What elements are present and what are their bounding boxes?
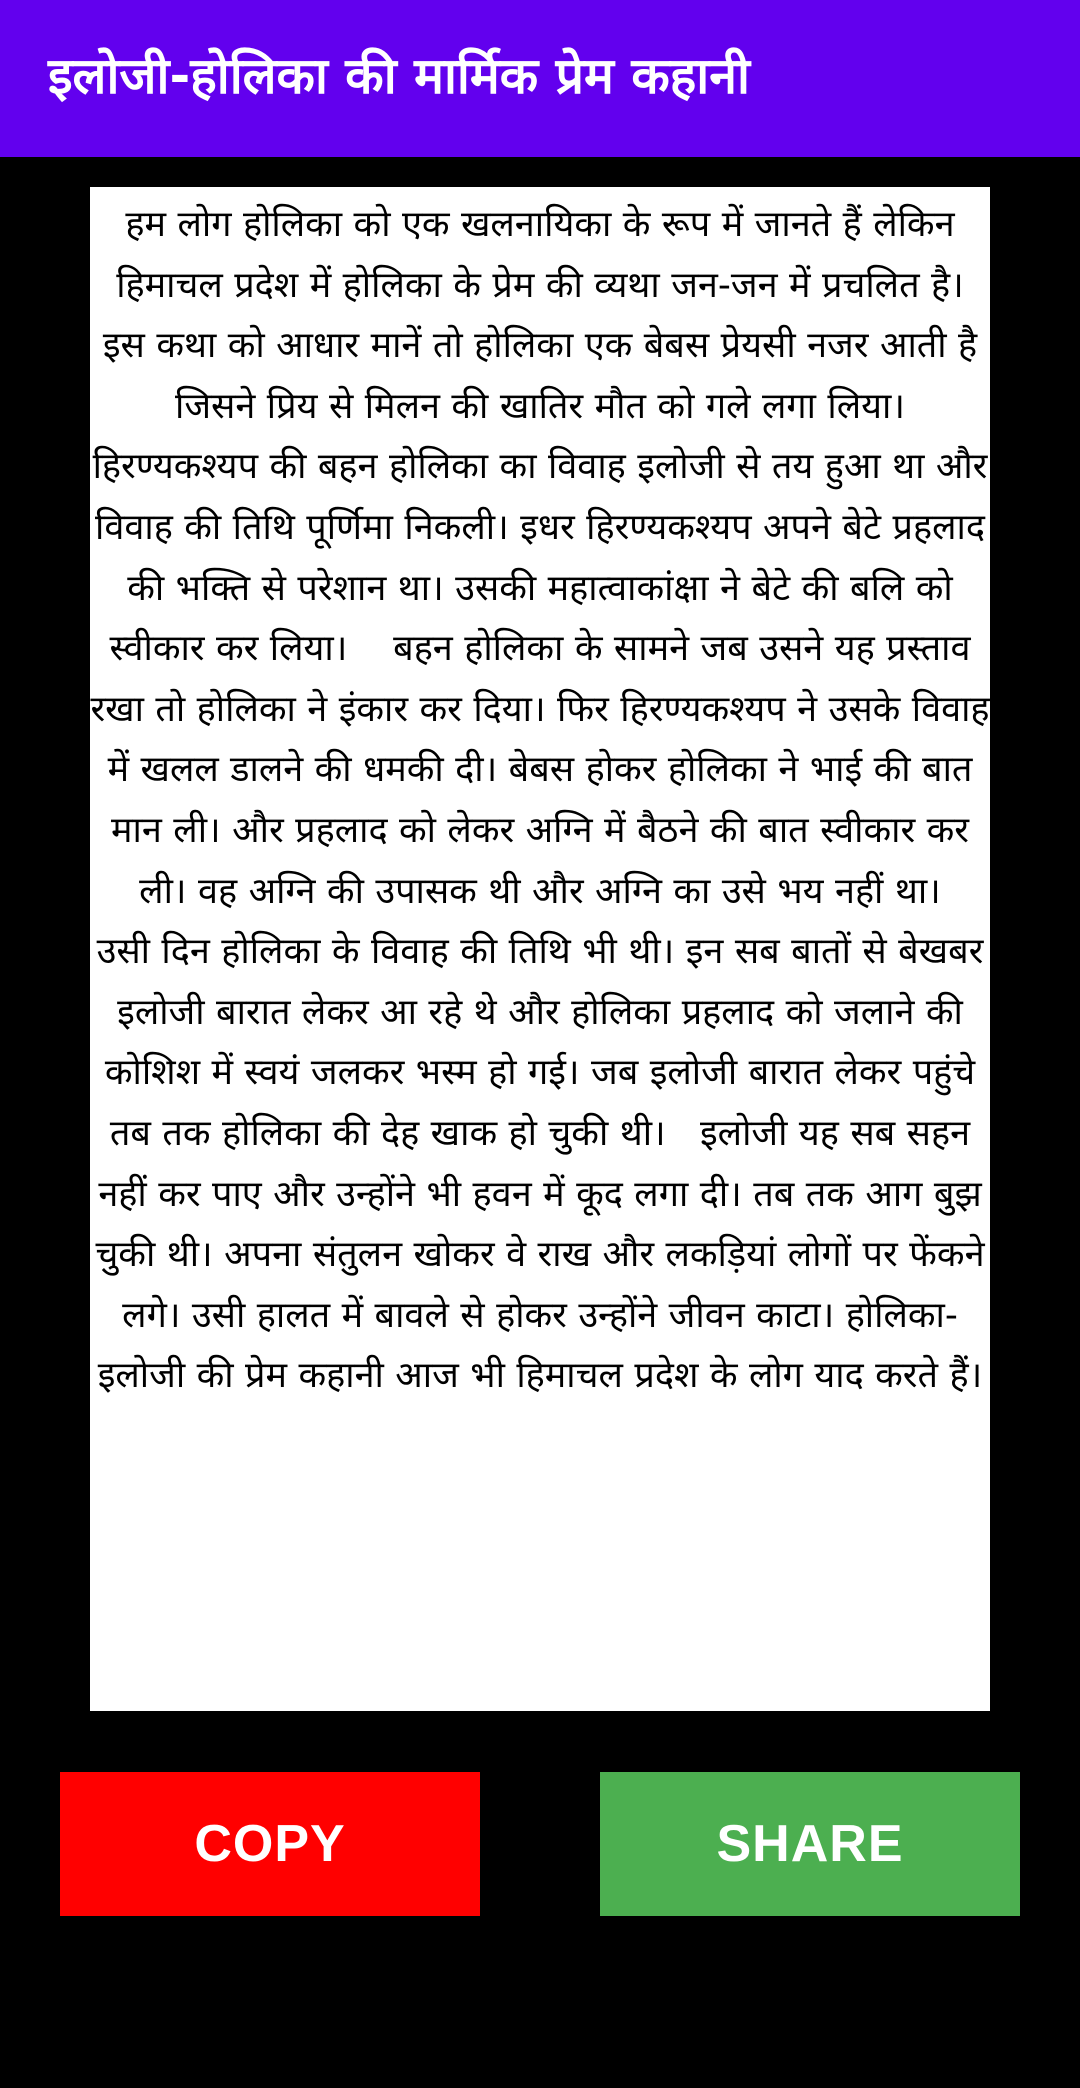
story-card <box>90 187 1001 1711</box>
app-bar <box>0 0 1080 157</box>
story-text: हम लोग होलिका को एक खलनायिका के रूप में जानते हैं लेकिन हिमाचल प्रदेश में होलिका के प्रेम की व्यथा जन-जन में प्रचलित है। इस कथा को आधार मानें तो होलिका एक बेबस प्रेयसी नजर आती है जिसने प्रिय से मिलन की खातिर मौत को गले लगा लिया। हिरण्यकश्यप की बहन होलिका का विवाह इलोजी से तय हुआ था और विवाह की तिथि पूर्णिमा निकली। इधर हिरण्यकश्यप अपने बेटे प्रहलाद की भक्ति से परेशान था। उसकी महात्वाकांक्षा ने बेटे की बलि को स्वीकार कर लिया। बहन होलिका के सामने जब उसने यह प्रस्ताव रखा तो होलिका ने इंकार कर दिया। फिर हिरण्यकश्यप ने उसके विवाह में खलल डालने की धमकी दी। बेबस होकर होलिका ने भाई की बात मान ली। और प्रहलाद को लेकर अग्नि में बैठने की बात स्वीकार कर ली। वह अग्नि की उपासक थी और अग्नि का उसे भय नहीं था। उसी दिन होलिका के विवाह की तिथि भी थी। इन सब बातों से बेखबर इलोजी बारात लेकर आ रहे थे और होलिका प्रहलाद को जलाने की कोशिश में स्वयं जलकर भस्म हो गई। जब इलोजी बारात लेकर पहुंचे तब तक होलिका की देह खाक हो चुकी थी। इलोजी यह सब सहन नहीं कर पाए और उन्होंने भी हवन में कूद लगा दी। तब तक आग बुझ चुकी थी। अपना संतुलन खोकर वे राख और लकड़ियां लोगों पर फेंकने लगे। उसी हालत में बावले से होकर उन्होंने जीवन काटा। होलिका-इलोजी की प्रेम कहानी आज भी हिमाचल प्रदेश के लोग याद करते हैं। <box>90 204 1001 1397</box>
page-title: इलोजी-होलिका की मार्मिक प्रेम कहानी <box>48 46 750 105</box>
copy-button[interactable]: COPY <box>60 1772 480 1916</box>
share-button[interactable]: SHARE <box>600 1772 1020 1916</box>
